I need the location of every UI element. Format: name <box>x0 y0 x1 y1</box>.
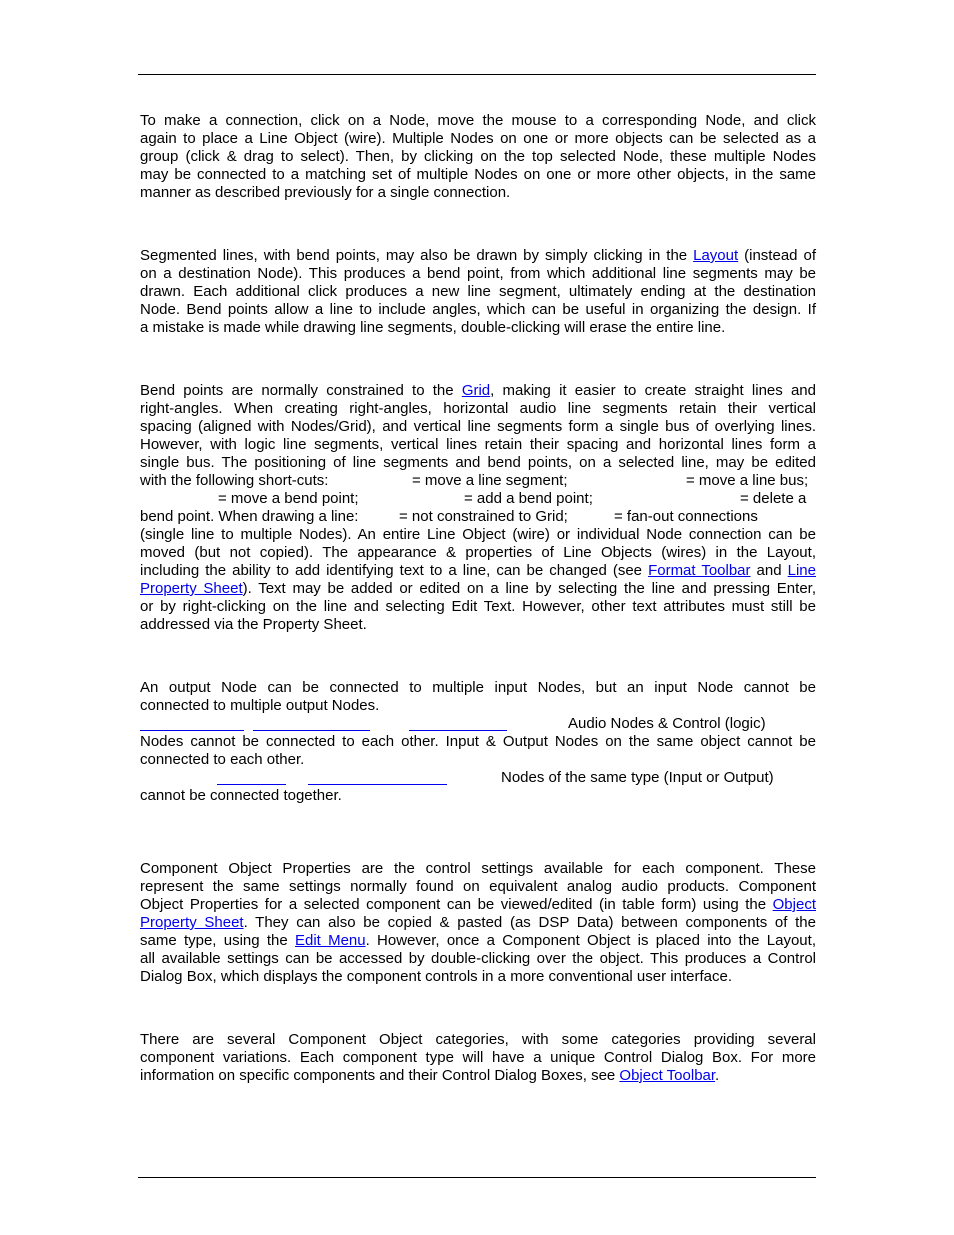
footer-rule <box>138 1177 816 1178</box>
edit-menu-link[interactable]: Edit Menu <box>294 932 366 949</box>
text-span: = not constrained to Grid; <box>399 508 568 525</box>
text-line: moved (but not copied). The appearance & properties of Line Objects (wires) in the Layout, <box>140 544 816 561</box>
text-line: component variations. Each component type will have a unique Control Dialog Box. For more <box>140 1049 816 1066</box>
text-span: (instead of <box>738 247 816 264</box>
header-rule <box>138 74 816 75</box>
text-span: , making it easier to create straight lines and <box>490 382 816 399</box>
text-span: Object Properties for a selected component can be viewed/edited (in table form) using the <box>140 896 773 913</box>
text-line: or by right-clicking on the line and selecting Edit Text. However, other text attributes must still be <box>140 598 816 615</box>
text-line <box>140 896 816 914</box>
text-line: An output Node can be connected to multiple input Nodes, but an input Node cannot be <box>140 679 816 696</box>
text-line: all available settings can be accessed by double-clicking over the object. This produces a Control <box>140 950 816 967</box>
layout-link[interactable]: Layout <box>693 247 739 264</box>
text-span: = move a line bus; <box>686 472 809 489</box>
text-line: on a destination Node). This produces a bend point, from which additional line segments may be <box>140 265 816 282</box>
text-line: Node. Bend points allow a line to include angles, which can be useful in organizing the design. If <box>140 301 816 318</box>
blank-underline <box>409 730 507 731</box>
text-span: . They can also be copied & pasted (as DSP Data) between components of the <box>243 914 816 931</box>
text-line: single bus. The positioning of line segments and bend points, on a selected line, may be edited <box>140 454 816 471</box>
line-property-sheet-link-cont[interactable]: Property Sheet <box>140 580 243 597</box>
text-span: = delete a <box>740 490 807 507</box>
text-line <box>140 914 816 932</box>
text-line: There are several Component Object categories, with some categories providing several <box>140 1031 816 1048</box>
text-line: spacing (aligned with Nodes/Grid), and vertical line segments form a single bus of overlying lines. <box>140 418 816 435</box>
text-line: Component Object Properties are the control settings available for each component. These <box>140 860 816 877</box>
text-line: represent the same settings normally found on equivalent analog audio products. Component <box>140 878 816 895</box>
text-line: cannot be connected together. <box>140 787 342 804</box>
text-span: = add a bend point; <box>464 490 593 507</box>
blank-underline <box>308 784 447 785</box>
text-line: may be connected to a matching set of multiple Nodes on one or more other objects, in the same <box>140 166 816 183</box>
text-line: Dialog Box, which displays the component controls in a more conventional user interface. <box>140 968 732 985</box>
text-line: group (click & drag to select). Then, by clicking on the top selected Node, these multiple Nodes <box>140 148 816 165</box>
text-span: Bend points are normally constrained to the <box>140 382 462 399</box>
text-line: Nodes cannot be connected to each other. Input & Output Nodes on the same object cannot be <box>140 733 816 750</box>
line-property-sheet-link[interactable]: Line <box>787 562 816 579</box>
blank-underline <box>140 730 244 731</box>
text-span: . However, once a Component Object is placed into the Layout, <box>365 932 816 949</box>
text-line: connected to each other. <box>140 751 305 768</box>
text-span: including the ability to add identifying text to a line, can be changed (see <box>140 562 649 579</box>
text-span: bend point. When drawing a line: <box>140 508 359 525</box>
shortcut-line <box>140 508 816 526</box>
text-line: a mistake is made while drawing line segments, double-clicking will erase the entire line. <box>140 319 726 336</box>
text-span: ). Text may be added or edited on a line by selecting the line and pressing Enter, <box>242 580 816 597</box>
text-line <box>140 1067 719 1085</box>
text-line: Nodes of the same type (Input or Output) <box>501 769 774 786</box>
object-property-sheet-link[interactable]: Object <box>772 896 816 913</box>
text-line <box>140 382 816 400</box>
text-span: = move a line segment; <box>412 472 568 489</box>
text-span: = move a bend point; <box>218 490 359 507</box>
text-line: To make a connection, click on a Node, move the mouse to a corresponding Node, and click <box>140 112 816 129</box>
object-toolbar-link[interactable]: Object Toolbar <box>619 1067 716 1084</box>
text-line: (single line to multiple Nodes). An entire Line Object (wire) or individual Node connection can be <box>140 526 816 543</box>
text-span: information on specific components and their Control Dialog Boxes, see <box>140 1067 620 1084</box>
text-line <box>140 932 816 950</box>
object-property-sheet-link-cont[interactable]: Property Sheet <box>140 914 244 931</box>
text-span: Segmented lines, with bend points, may also be drawn by simply clicking in the <box>140 247 694 264</box>
text-line: drawn. Each additional click produces a new line segment, ultimately ending at the destination <box>140 283 816 300</box>
text-line: again to place a Line Object (wire). Multiple Nodes on one or more objects can be selected as a <box>140 130 816 147</box>
text-line: Audio Nodes & Control (logic) <box>568 715 766 732</box>
blank-underline <box>217 784 286 785</box>
shortcut-line <box>140 472 816 490</box>
format-toolbar-link[interactable]: Format Toolbar <box>648 562 751 579</box>
text-span: . <box>715 1067 720 1084</box>
text-line: manner as described previously for a single connection. <box>140 184 511 201</box>
text-span: and <box>750 562 788 579</box>
text-span: with the following short-cuts: <box>140 472 329 489</box>
grid-link[interactable]: Grid <box>461 382 491 399</box>
text-line <box>140 247 816 265</box>
text-span: = fan-out connections <box>614 508 758 525</box>
shortcut-line <box>140 490 816 508</box>
text-line: addressed via the Property Sheet. <box>140 616 367 633</box>
text-line: right-angles. When creating right-angles, horizontal audio line segments retain their vertical <box>140 400 816 417</box>
text-line: However, with logic line segments, vertical lines retain their spacing and horizontal lines form a <box>140 436 816 453</box>
blank-underline <box>253 730 370 731</box>
text-span: same type, using the <box>140 932 295 949</box>
text-line: connected to multiple output Nodes. <box>140 697 380 714</box>
text-line <box>140 580 816 598</box>
text-line <box>140 562 816 580</box>
